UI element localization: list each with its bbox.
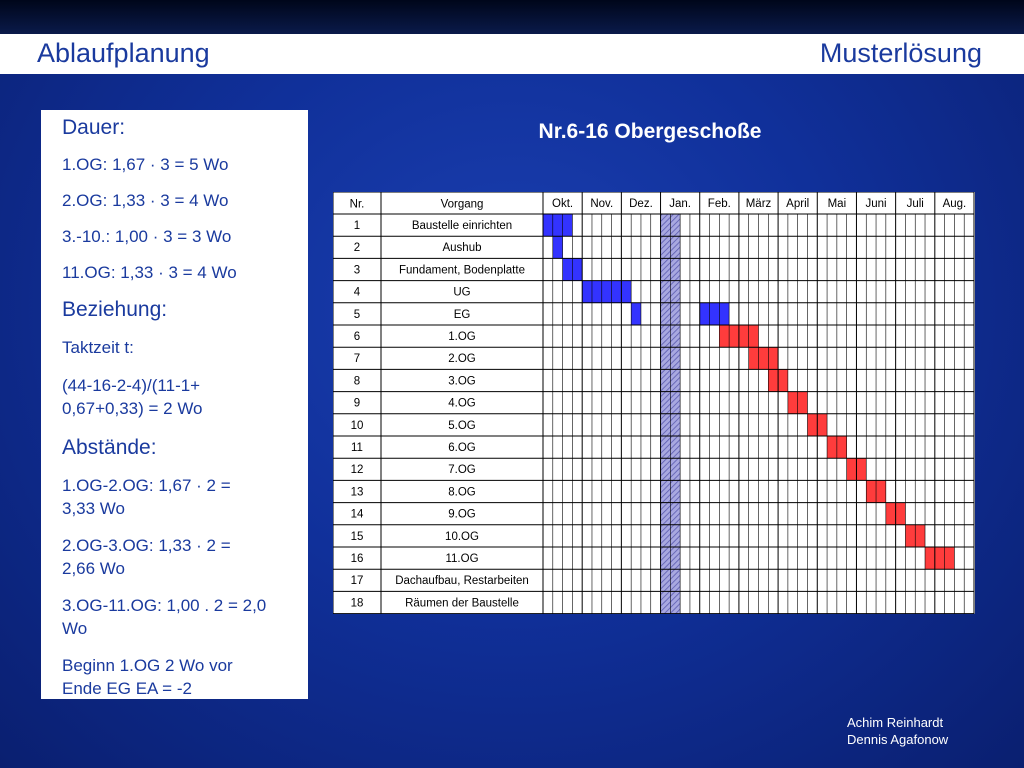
row-vorgang: UG bbox=[453, 286, 471, 299]
row-vorgang: 1.OG bbox=[448, 331, 476, 343]
abstaende-line: 2,66 Wo bbox=[62, 559, 126, 578]
gantt-bar-4 bbox=[582, 281, 592, 303]
abstaende-line: 3.OG-11.OG: 1,00 . 2 = 2,0 bbox=[62, 596, 267, 615]
row-vorgang: Räumen der Baustelle bbox=[405, 597, 519, 610]
row-nr: 3 bbox=[353, 264, 361, 277]
row-vorgang: 8.OG bbox=[448, 486, 476, 499]
row-nr: 12 bbox=[350, 464, 364, 477]
gantt-bar-7 bbox=[749, 347, 759, 369]
gantt-bar-9 bbox=[798, 392, 808, 414]
gantt-bar-8 bbox=[778, 369, 788, 391]
month-label: Nov. bbox=[590, 198, 614, 210]
row-vorgang: Dachaufbau, Restarbeiten bbox=[395, 575, 529, 588]
author-2: Dennis Agafonow bbox=[847, 732, 949, 747]
gantt-bar-5 bbox=[700, 303, 710, 325]
gantt-bar-12 bbox=[856, 458, 866, 480]
gantt-bar-6 bbox=[719, 325, 729, 347]
gantt-bar-4 bbox=[612, 281, 622, 303]
gantt-bar-15 bbox=[905, 525, 915, 547]
row-vorgang: 10.OG bbox=[445, 530, 479, 543]
gantt-bar-10 bbox=[817, 414, 827, 436]
row-vorgang: EG bbox=[453, 308, 471, 321]
gantt-bar-10 bbox=[807, 414, 817, 436]
month-label: Dez. bbox=[629, 198, 653, 210]
dauer-line: 11.OG: 1,33 · 3 = 4 Wo bbox=[62, 263, 237, 282]
gantt-bar-4 bbox=[621, 281, 631, 303]
month-label: März bbox=[745, 198, 772, 210]
row-nr: 14 bbox=[350, 508, 364, 521]
calculation-panel bbox=[41, 110, 308, 699]
row-nr: 6 bbox=[353, 331, 361, 343]
row-vorgang: 4.OG bbox=[448, 397, 476, 410]
gantt-bar-11 bbox=[827, 436, 837, 458]
slide-title: Ablaufplanung bbox=[37, 38, 210, 68]
row-vorgang: 9.OG bbox=[448, 508, 476, 521]
abstaende-line: Wo bbox=[62, 619, 88, 638]
gantt-chart bbox=[333, 192, 976, 614]
row-nr: 16 bbox=[350, 553, 364, 565]
row-vorgang: 6.OG bbox=[448, 442, 476, 454]
gantt-bar-5 bbox=[710, 303, 720, 325]
slide-subtitle: Musterlösung bbox=[819, 38, 982, 68]
dauer-line: 1.OG: 1,67 · 3 = 5 Wo bbox=[62, 155, 229, 174]
row-nr: 11 bbox=[351, 442, 363, 454]
author-1: Achim Reinhardt bbox=[847, 715, 944, 730]
month-label: Jan. bbox=[669, 198, 692, 210]
gantt-bar-16 bbox=[925, 547, 935, 569]
row-nr: 7 bbox=[353, 353, 361, 366]
month-label: April bbox=[786, 198, 810, 210]
row-nr: 4 bbox=[353, 286, 361, 299]
authors bbox=[847, 714, 948, 748]
dauer-heading: Dauer: bbox=[62, 116, 126, 139]
gantt-bar-3 bbox=[572, 258, 582, 280]
gantt-bar-16 bbox=[945, 547, 955, 569]
abstaende-heading: Abstände: bbox=[62, 436, 157, 459]
month-label: Mai bbox=[827, 198, 847, 210]
gantt-bar-8 bbox=[768, 369, 778, 391]
gantt-bar-6 bbox=[739, 325, 749, 347]
row-vorgang: 2.OG bbox=[448, 353, 476, 366]
month-label: Juni bbox=[865, 198, 887, 210]
gantt-bar-1 bbox=[563, 214, 573, 236]
row-nr: 17 bbox=[350, 575, 364, 588]
row-nr: 18 bbox=[350, 597, 364, 610]
gantt-bar-4 bbox=[602, 281, 612, 303]
gantt-bar-16 bbox=[935, 547, 945, 569]
row-vorgang: 7.OG bbox=[448, 464, 476, 477]
gantt-bar-14 bbox=[896, 503, 906, 525]
row-nr: 2 bbox=[353, 242, 361, 255]
dauer-line: 3.-10.: 1,00 · 3 = 3 Wo bbox=[62, 227, 232, 246]
row-vorgang: Aushub bbox=[442, 242, 482, 255]
gantt-bar-4 bbox=[592, 281, 602, 303]
row-nr: 1 bbox=[353, 220, 361, 232]
gantt-bar-5 bbox=[719, 303, 729, 325]
gantt-bar-7 bbox=[759, 347, 769, 369]
gantt-bar-6 bbox=[729, 325, 739, 347]
gantt-bar-14 bbox=[886, 503, 896, 525]
beziehung-line: 0,67+0,33) = 2 Wo bbox=[62, 399, 203, 418]
month-label: Juli bbox=[906, 198, 924, 210]
row-vorgang: Fundament, Bodenplatte bbox=[399, 264, 525, 277]
beziehung-heading: Beziehung: bbox=[62, 298, 168, 321]
gantt-bar-15 bbox=[915, 525, 925, 547]
beziehung-line: Taktzeit t: bbox=[62, 338, 134, 357]
gantt-bar-1 bbox=[543, 214, 553, 236]
gantt-bar-6 bbox=[749, 325, 759, 347]
gantt-bar-13 bbox=[876, 480, 886, 502]
gantt-bar-12 bbox=[847, 458, 857, 480]
month-label: Feb. bbox=[707, 198, 731, 210]
row-nr: 5 bbox=[353, 308, 361, 321]
row-nr: 13 bbox=[350, 486, 364, 499]
month-label: Aug. bbox=[942, 198, 967, 210]
row-vorgang: 5.OG bbox=[448, 419, 476, 432]
gantt-bar-2 bbox=[553, 236, 563, 258]
abstaende-line: 1.OG-2.OG: 1,67 · 2 = bbox=[62, 476, 231, 495]
abstaende-line: 2.OG-3.OG: 1,33 · 2 = bbox=[62, 536, 231, 555]
row-vorgang: 11.OG bbox=[445, 553, 479, 565]
abstaende-line: 3,33 Wo bbox=[62, 499, 126, 518]
row-vorgang: 3.OG bbox=[448, 375, 476, 388]
row-nr: 9 bbox=[353, 397, 361, 410]
abstaende-line: Beginn 1.OG 2 Wo vor bbox=[62, 656, 233, 675]
row-vorgang: Baustelle einrichten bbox=[411, 220, 513, 232]
gantt-bar-5 bbox=[631, 303, 641, 325]
gantt-bar-11 bbox=[837, 436, 847, 458]
row-nr: 10 bbox=[350, 419, 364, 432]
header-vorgang: Vorgang bbox=[440, 198, 484, 211]
gantt-bar-3 bbox=[563, 258, 573, 280]
dauer-line: 2.OG: 1,33 · 3 = 4 Wo bbox=[62, 191, 229, 210]
gantt-title: Nr.6-16 Obergeschoße bbox=[538, 120, 762, 143]
top-dark-bar bbox=[0, 0, 1024, 34]
row-nr: 15 bbox=[350, 530, 364, 543]
abstaende-line: Ende EG EA = -2 bbox=[62, 679, 192, 698]
header-nr: Nr. bbox=[349, 198, 365, 211]
gantt-bar-1 bbox=[553, 214, 563, 236]
row-nr: 8 bbox=[353, 375, 361, 388]
beziehung-line: (44-16-2-4)/(11-1+ bbox=[62, 376, 201, 395]
gantt-background bbox=[333, 192, 975, 614]
gantt-bar-9 bbox=[788, 392, 798, 414]
gantt-bar-13 bbox=[866, 480, 876, 502]
gantt-bar-7 bbox=[768, 347, 778, 369]
month-label: Okt. bbox=[552, 198, 574, 210]
